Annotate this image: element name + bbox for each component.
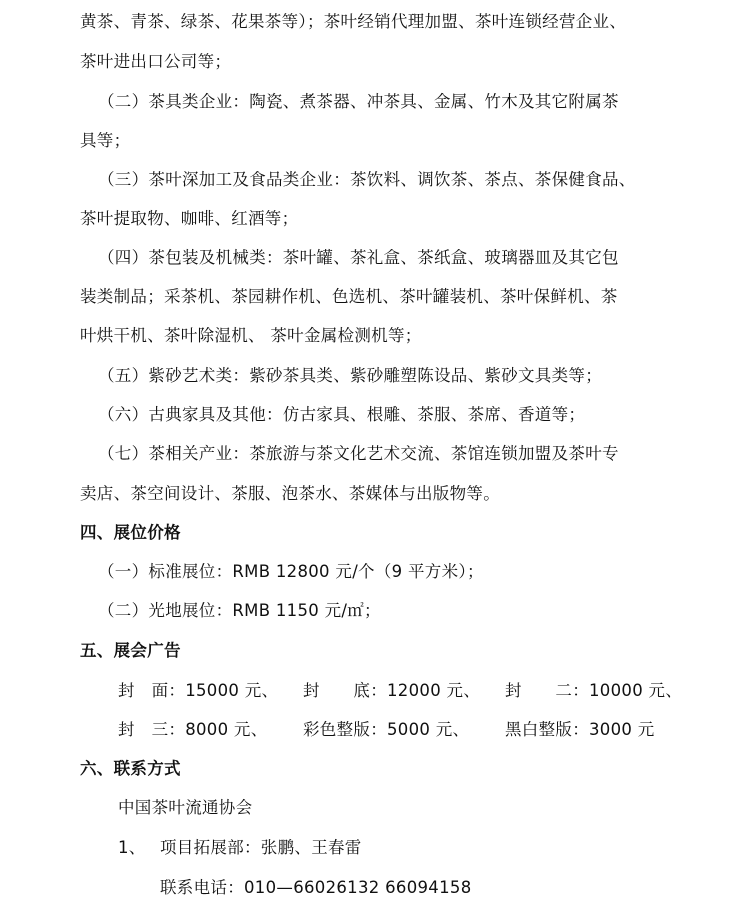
contact-department: 项目拓展部：张鹏、王春雷	[160, 838, 362, 857]
ad-price-inside-front: 封 二：10000 元、	[505, 681, 683, 700]
contact-item-number: 1、	[118, 838, 146, 857]
body-line: （三）茶叶深加工及食品类企业：茶饮料、调饮茶、茶点、茶保健食品、	[98, 170, 636, 189]
booth-price-raw-space: （二）光地展位：RMB 1150 元/㎡；	[98, 601, 381, 620]
body-line: （六）古典家具及其他：仿古家具、根雕、茶服、茶席、香道等；	[98, 405, 586, 424]
section-heading-advertising: 五、展会广告	[80, 641, 181, 660]
ad-price-inside-back: 封 三：8000 元、	[118, 720, 268, 739]
ad-price-front-cover: 封 面：15000 元、	[118, 681, 279, 700]
body-line: （四）茶包装及机械类：茶叶罐、茶礼盒、茶纸盒、玻璃器皿及其它包	[98, 248, 619, 267]
body-line: 装类制品；采茶机、茶园耕作机、色选机、茶叶罐装机、茶叶保鲜机、茶	[80, 287, 618, 306]
contact-phone: 联系电话：010—66026132 66094158	[160, 878, 472, 897]
body-line: 具等；	[80, 131, 131, 150]
body-line: （七）茶相关产业：茶旅游与茶文化艺术交流、茶馆连锁加盟及茶叶专	[98, 444, 619, 463]
section-heading-contact: 六、联系方式	[80, 759, 181, 778]
body-line: 叶烘干机、茶叶除湿机、 茶叶金属检测机等；	[80, 326, 422, 345]
contact-organization: 中国茶叶流通协会	[118, 798, 253, 817]
ad-price-bw-page: 黑白整版：3000 元	[505, 720, 655, 739]
section-heading-booth-price: 四、展位价格	[80, 523, 181, 542]
body-line: 茶叶提取物、咖啡、红酒等；	[80, 209, 299, 228]
body-line: 茶叶进出口公司等；	[80, 52, 232, 71]
ad-price-back-cover: 封 底：12000 元、	[303, 681, 481, 700]
body-line: 黄茶、青茶、绿茶、花果茶等）；茶叶经销代理加盟、茶叶连锁经营企业、	[80, 12, 627, 31]
booth-price-standard: （一）标准展位：RMB 12800 元/个（9 平方米）；	[98, 562, 484, 581]
body-line: （二）茶具类企业：陶瓷、煮茶器、冲茶具、金属、竹木及其它附属茶	[98, 92, 619, 111]
body-line: 卖店、茶空间设计、茶服、泡茶水、茶媒体与出版物等。	[80, 484, 500, 503]
body-line: （五）紫砂艺术类：紫砂茶具类、紫砂雕塑陈设品、紫砂文具类等；	[98, 366, 602, 385]
ad-price-color-page: 彩色整版：5000 元、	[303, 720, 470, 739]
